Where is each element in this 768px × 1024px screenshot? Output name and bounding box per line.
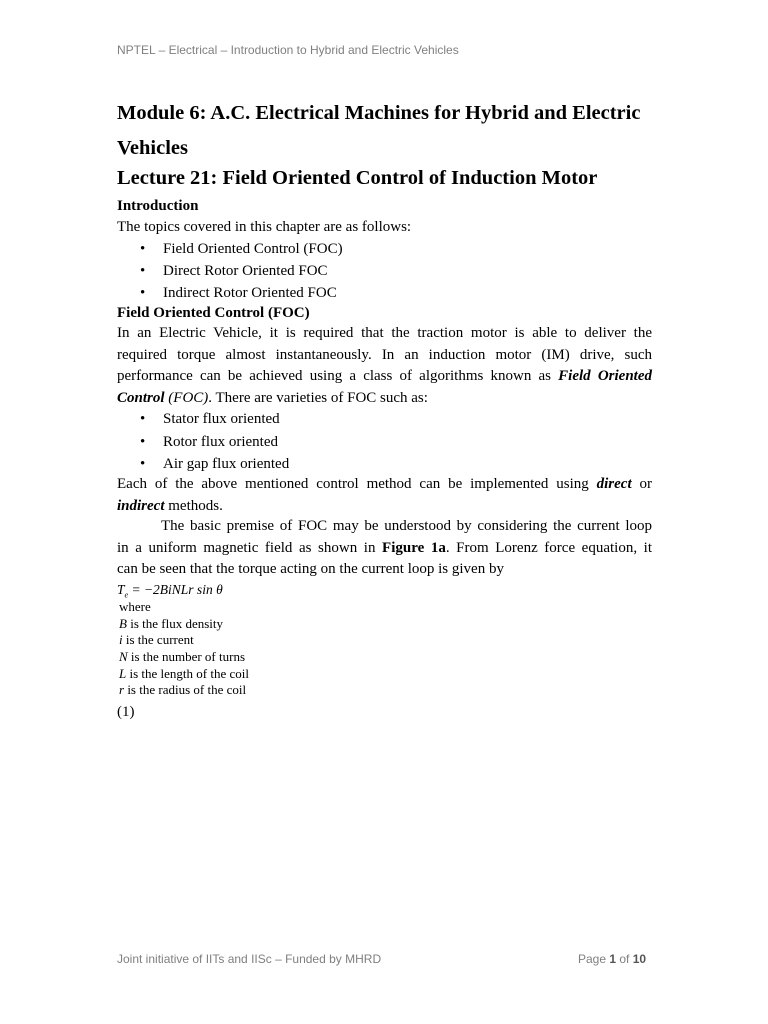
definition-item: L is the length of the coil xyxy=(119,666,249,681)
variety-list-item: • Air gap flux oriented xyxy=(140,456,290,472)
emphasis-text: direct xyxy=(596,476,632,492)
bullet-icon: • xyxy=(140,263,146,279)
introduction-lead: The topics covered in this chapter are as follows: xyxy=(117,219,412,235)
bullet-icon: • xyxy=(140,411,146,427)
topic-list-item: • Indirect Rotor Oriented FOC xyxy=(140,285,337,301)
text-line: can be seen that the torque acting on the current loop is given by xyxy=(117,561,504,577)
emphasis-text: Control xyxy=(117,389,165,406)
emphasis-text: Field Oriented xyxy=(558,368,652,384)
text-line: Each of the above mentioned control method can be implemented using direct or xyxy=(117,476,652,492)
page-header: NPTEL – Electrical – Introduction to Hybrid and Electric Vehicles xyxy=(117,43,459,57)
introduction-heading: Introduction xyxy=(117,198,199,214)
foc-heading: Field Oriented Control (FOC) xyxy=(117,305,310,321)
definition-item: r is the radius of the coil xyxy=(119,682,247,697)
foc-paragraph-2 xyxy=(117,474,652,517)
text-line: required torque almost instantaneously. In an induction motor (IM) drive, such xyxy=(117,346,652,363)
emphasis-text: indirect xyxy=(117,497,165,514)
text-line: In an Electric Vehicle, it is required that the traction motor is able to deliver the xyxy=(117,325,652,341)
where-label: where xyxy=(119,599,151,614)
definition-item: N is the number of turns xyxy=(119,649,246,664)
foc-paragraph-3 xyxy=(117,516,652,581)
lecture-title: Lecture 21: Field Oriented Control of Induction Motor xyxy=(117,167,598,189)
figure-reference: Figure 1a xyxy=(382,539,446,556)
text-line: performance can be achieved using a class of algorithms known as Field Oriented xyxy=(117,368,652,384)
foc-paragraph-1 xyxy=(117,323,652,409)
text-line: indirect methods. xyxy=(117,497,223,514)
definition-item: i is the current xyxy=(119,632,194,647)
text-line: Control (FOC). There are varieties of FOC such as: xyxy=(117,389,428,406)
text-line: in a uniform magnetic field as shown in Figure 1a. From Lorenz force equation, it xyxy=(117,539,652,556)
text-line: The basic premise of FOC may be understood by considering the current loop xyxy=(161,518,652,534)
page-footer: Joint initiative of IITs and IISc – Funded by MHRD xyxy=(117,952,382,966)
definition-item: B is the flux density xyxy=(119,616,223,631)
bullet-icon: • xyxy=(140,434,146,450)
page-number: Page 1 of 10 xyxy=(578,952,647,966)
topic-list-item: • Direct Rotor Oriented FOC xyxy=(140,263,328,279)
bullet-icon: • xyxy=(140,241,146,257)
bullet-icon: • xyxy=(140,285,146,301)
module-title: Module 6: A.C. Electrical Machines for Hybrid and Electric Vehicles xyxy=(117,102,641,159)
equation-number: (1) xyxy=(117,704,135,720)
variety-list-item: • Stator flux oriented xyxy=(140,411,280,427)
bullet-icon: • xyxy=(140,456,146,472)
variety-list-item: • Rotor flux oriented xyxy=(140,434,278,450)
topic-list-item: • Field Oriented Control (FOC) xyxy=(140,241,343,257)
torque-equation: $T_e$ = −2BiNLr sin θ xyxy=(117,582,223,600)
